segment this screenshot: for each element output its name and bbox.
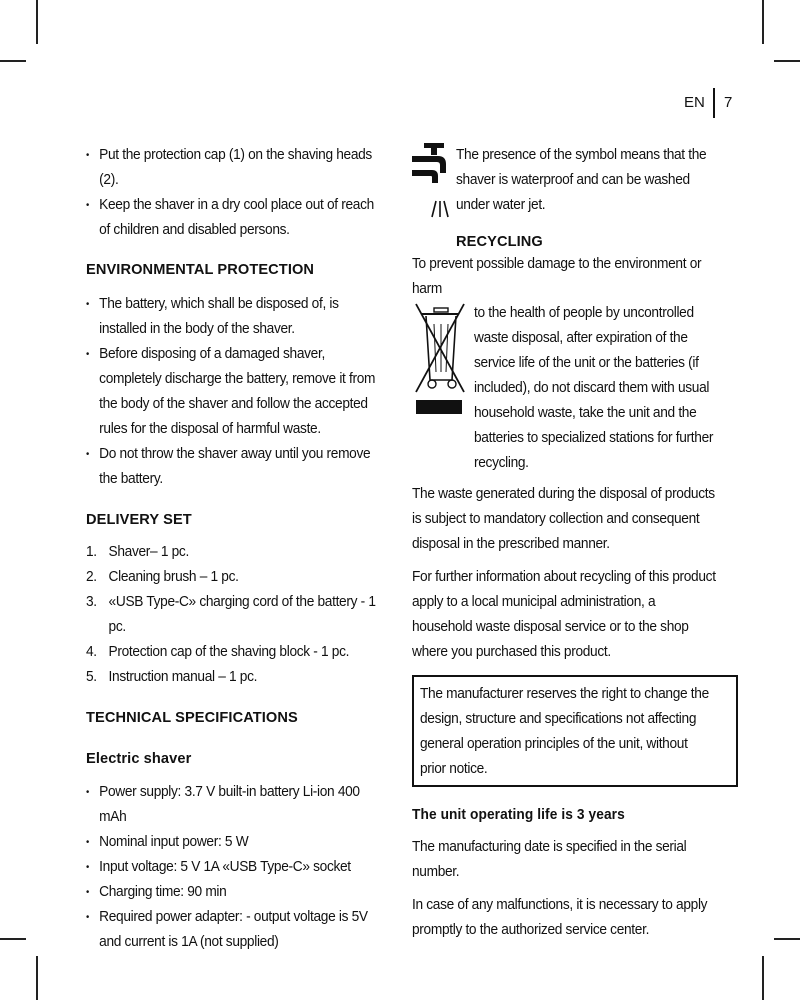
malfunction-text: In case of any malfunctions, it is necessary to apply promptly to the authorized service center. xyxy=(412,897,708,938)
item-number: 3. xyxy=(86,594,97,610)
list-item: • Do not throw the shaver away until you remove the battery. xyxy=(86,442,383,492)
crop-mark-top-right-vertical xyxy=(762,0,764,44)
delivery-list xyxy=(86,540,383,690)
crop-mark-bottom-left-vertical xyxy=(36,956,38,1000)
page-number: 7 xyxy=(724,94,733,111)
water-tap-icon xyxy=(412,143,456,219)
page-header xyxy=(660,92,750,116)
manufacturing-date-text: The manufacturing date is specified in the serial number. xyxy=(412,839,687,880)
list-item: • Power supply: 3.7 V built-in battery Li-ion 400 mAh xyxy=(86,780,383,830)
item-text: Instruction manual – 1 pc. xyxy=(108,669,258,685)
item-number: 1. xyxy=(86,544,97,560)
waterproof-text: The presence of the symbol means that the shaver is waterproof and can be washed under water jet. xyxy=(456,147,707,213)
operating-life-heading: The unit operating life is 3 years xyxy=(412,807,625,823)
right-column xyxy=(412,143,738,943)
left-column xyxy=(86,143,402,955)
list-item xyxy=(86,640,383,665)
crop-mark-top-left-vertical xyxy=(36,0,38,44)
header-divider xyxy=(713,88,715,118)
intro-bullet-list xyxy=(86,143,383,243)
language-code: EN xyxy=(684,94,705,111)
environmental-heading: ENVIRONMENTAL PROTECTION xyxy=(86,262,315,278)
crop-mark-bottom-right-horizontal xyxy=(774,938,800,940)
recycling-lead: To prevent possible damage to the environment or harm xyxy=(412,256,702,297)
crop-mark-bottom-left-horizontal xyxy=(0,938,26,940)
item-text: Cleaning brush – 1 pc. xyxy=(108,569,239,585)
technical-heading: TECHNICAL SPECIFICATIONS xyxy=(86,710,298,726)
manufacturer-notice xyxy=(412,675,738,787)
environmental-list xyxy=(86,292,383,492)
notice-text: The manufacturer reserves the right to change the design, structure and specifications not affecting general operation principles of the unit, without prior notice. xyxy=(420,686,709,777)
crop-mark-top-right-horizontal xyxy=(774,60,800,62)
recycling-paragraph-3: For further information about recycling of this product apply to a local municipal administration, a household waste disposal service or to the shop where you purchased this product. xyxy=(412,569,716,660)
item-number: 2. xyxy=(86,569,97,585)
list-item: • Charging time: 90 min xyxy=(86,880,383,905)
delivery-heading: DELIVERY SET xyxy=(86,512,192,528)
recycling-block xyxy=(412,302,738,476)
technical-subheading: Electric shaver xyxy=(86,751,192,767)
list-item xyxy=(86,665,383,690)
technical-list xyxy=(86,780,383,955)
crossed-out-bin-icon xyxy=(412,302,474,422)
item-number: 4. xyxy=(86,644,97,660)
item-text: «USB Type-C» charging cord of the battery - 1 pc. xyxy=(108,594,376,635)
item-number: 5. xyxy=(86,669,97,685)
list-item: • The battery, which shall be disposed of, is installed in the body of the shaver. xyxy=(86,292,383,342)
list-item: • Required power adapter: - output voltage is 5V and current is 1A (not supplied) xyxy=(86,905,383,955)
list-item xyxy=(86,540,383,565)
crop-mark-bottom-right-vertical xyxy=(762,956,764,1000)
waterproof-block xyxy=(412,143,738,255)
item-text: Shaver– 1 pc. xyxy=(108,544,189,560)
list-item: • Nominal input power: 5 W xyxy=(86,830,383,855)
list-item: • Input voltage: 5 V 1A «USB Type-C» socket xyxy=(86,855,383,880)
recycling-body: to the health of people by uncontrolled waste disposal, after expiration of the service life of the unit or the batteries (if included), do not discard them with usual household waste, take the unit and the batteries to specialized stations for further recycling. xyxy=(474,305,714,471)
list-item: • Before disposing of a damaged shaver, completely discharge the battery, remove it from the body of the shaver and follow the accepted rules for the disposal of harmful waste. xyxy=(86,342,383,442)
recycling-paragraph-2: The waste generated during the disposal of products is subject to mandatory collection and consequent disposal in the prescribed manner. xyxy=(412,486,715,552)
recycling-heading: RECYCLING xyxy=(456,234,543,250)
item-text: Protection cap of the shaving block - 1 pc. xyxy=(108,644,350,660)
list-item xyxy=(86,590,383,640)
list-item: • Put the protection cap (1) on the shaving heads (2). xyxy=(86,143,383,193)
list-item: • Keep the shaver in a dry cool place out of reach of children and disabled persons. xyxy=(86,193,383,243)
list-item xyxy=(86,565,383,590)
crop-mark-top-left-horizontal xyxy=(0,60,26,62)
